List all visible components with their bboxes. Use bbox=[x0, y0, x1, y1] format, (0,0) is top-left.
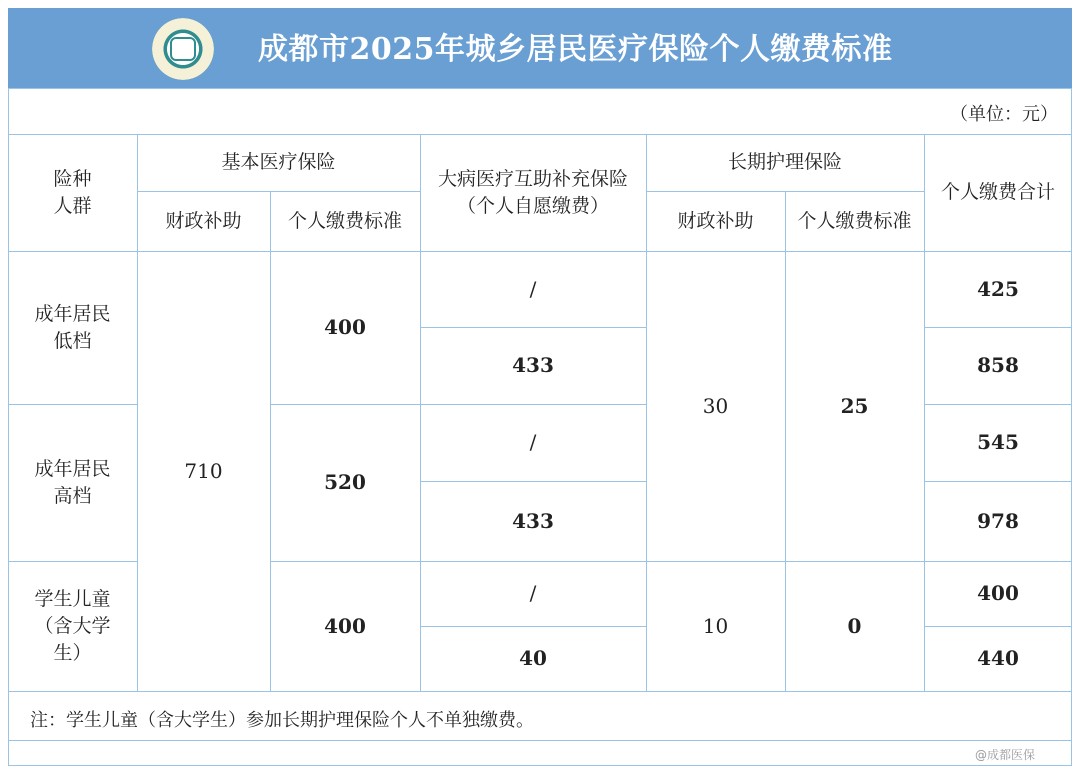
basic-personal-adult-high: 520 bbox=[324, 470, 366, 494]
header-basic-subsidy: 财政补助 bbox=[165, 209, 242, 232]
total-value: 400 bbox=[977, 581, 1019, 605]
social-security-logo-icon bbox=[152, 18, 214, 80]
header-total: 个人缴费合计 bbox=[940, 181, 1055, 203]
total-value: 440 bbox=[977, 646, 1019, 670]
total-value: 545 bbox=[977, 430, 1019, 454]
ltc-subsidy-adult: 30 bbox=[702, 393, 729, 418]
page-title: 成都市2025年城乡居民医疗保险个人缴费标准 bbox=[258, 32, 893, 67]
serious-value: / bbox=[529, 581, 537, 605]
header-long-term-care: 长期护理保险 bbox=[727, 151, 842, 173]
serious-value: / bbox=[529, 430, 537, 454]
total-value: 858 bbox=[977, 353, 1019, 377]
footnote: 注：学生儿童（含大学生）参加长期护理保险个人不单独缴费。 bbox=[30, 710, 534, 731]
total-value: 978 bbox=[977, 508, 1019, 533]
header-insurance-group: 险种 人群 bbox=[53, 167, 92, 217]
grid-line bbox=[8, 88, 1072, 89]
header-ltc-personal: 个人缴费标准 bbox=[797, 209, 912, 232]
grid-line bbox=[8, 691, 1072, 692]
serious-value: / bbox=[529, 276, 537, 301]
ltc-personal-adult: 25 bbox=[840, 393, 869, 418]
header-basic-medical: 基本医疗保险 bbox=[221, 151, 336, 173]
serious-value: 40 bbox=[519, 646, 547, 670]
group-label-adult-low: 成年居民 低档 bbox=[34, 302, 111, 352]
total-value: 425 bbox=[977, 276, 1019, 301]
group-label-student: 学生儿童 （含大学 生） bbox=[34, 587, 111, 664]
serious-value: 433 bbox=[512, 353, 554, 377]
unit-label: （单位：元） bbox=[950, 104, 1058, 125]
watermark: @成都医保 bbox=[974, 748, 1035, 762]
basic-subsidy-value: 710 bbox=[184, 458, 223, 483]
header-basic-personal: 个人缴费标准 bbox=[287, 209, 402, 232]
header-serious-illness: 大病医疗互助补充保险 （个人自愿缴费） bbox=[437, 167, 628, 217]
header-ltc-subsidy: 财政补助 bbox=[677, 209, 754, 232]
grid-line bbox=[8, 740, 1072, 741]
basic-personal-student: 400 bbox=[324, 613, 366, 638]
serious-value: 433 bbox=[512, 508, 554, 533]
ltc-personal-student: 0 bbox=[847, 613, 862, 638]
ltc-subsidy-student: 10 bbox=[702, 613, 729, 638]
group-label-adult-high: 成年居民 高档 bbox=[34, 457, 111, 507]
basic-personal-adult-low: 400 bbox=[324, 315, 366, 339]
